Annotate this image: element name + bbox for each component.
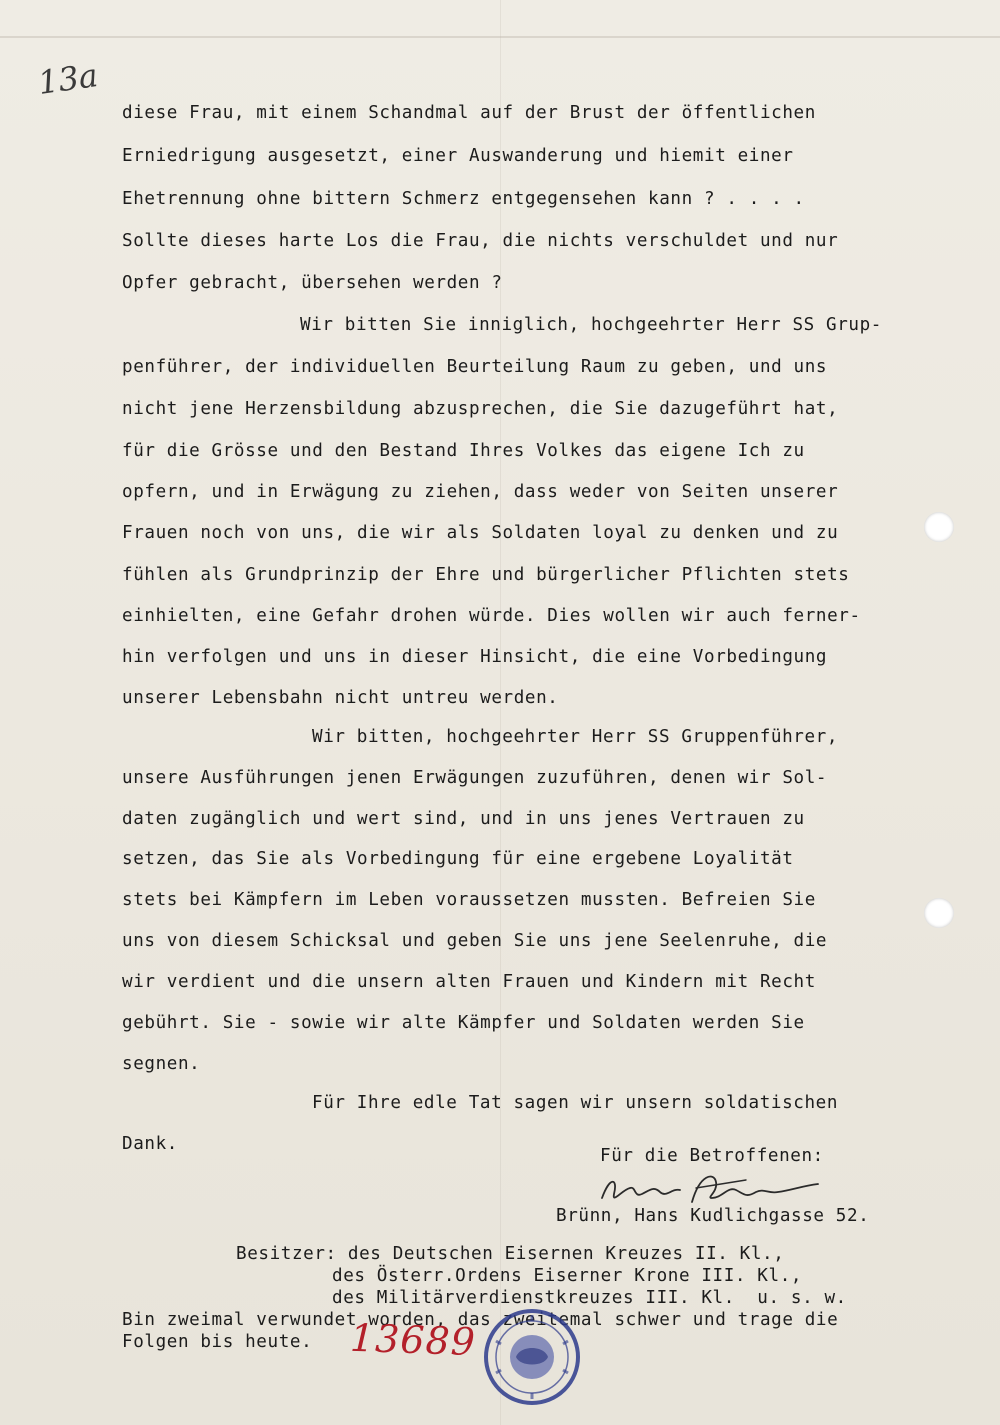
text-line: Dank. [122,1134,178,1154]
text-line: penführer, der individuellen Beurteilung Raum zu geben, und uns [122,357,828,377]
text-line: fühlen als Grundprinzip der Ehre und bürgerlicher Pflichten stets [122,565,850,585]
text-line: gebührt. Sie - sowie wir alte Kämpfer und Soldaten werden Sie [122,1013,805,1033]
decoration-line: des Österr.Ordens Eiserner Krone III. Kl., [332,1266,803,1286]
text-line: opfern, und in Erwägung zu ziehen, dass weder von Seiten unserer [122,482,839,502]
text-line: Ehetrennung ohne bittern Schmerz entgegensehen kann ? . . . . [122,189,805,209]
decoration-line: des Militärverdienstkreuzes III. Kl. u. s. w. [332,1288,847,1308]
text-line: Erniedrigung ausgesetzt, einer Auswanderung und hiemit einer [122,146,794,166]
text-line: unsere Ausführungen jenen Erwägungen zuzuführen, denen wir Sol- [122,768,828,788]
decoration-line: Besitzer: des Deutschen Eisernen Kreuzes II. Kl., [236,1244,785,1264]
text-line: Frauen noch von uns, die wir als Soldaten loyal zu denken und zu [122,523,839,543]
text-line: segnen. [122,1054,201,1074]
text-line: uns von diesem Schicksal und geben Sie uns jene Seelenruhe, die [122,931,828,951]
text-line: für die Grösse und den Bestand Ihres Volkes das eigene Ich zu [122,441,805,461]
text-line: unserer Lebensbahn nicht untreu werden. [122,688,559,708]
archive-stamp-number: 13689 [349,1315,477,1365]
text-line: hin verfolgen und uns in dieser Hinsicht, die eine Vorbedingung [122,647,828,667]
text-line: stets bei Kämpfern im Leben voraussetzen mussten. Befreien Sie [122,890,816,910]
text-line: Sollte dieses harte Los die Frau, die nichts verschuldet und nur [122,231,839,251]
text-line: Für Ihre edle Tat sagen wir unsern soldatischen [312,1093,839,1113]
sender-address: Brünn, Hans Kudlichgasse 52. [556,1206,870,1226]
text-line: setzen, das Sie als Vorbedingung für eine ergebene Loyalität [122,849,794,869]
closing-line: Für die Betroffenen: [600,1146,824,1166]
text-line: nicht jene Herzensbildung abzusprechen, die Sie dazugeführt hat, [122,399,839,419]
punch-hole [924,898,954,928]
text-line: Wir bitten Sie inniglich, hochgeehrter Herr SS Grup- [300,315,883,335]
paper-vertical-fold [500,0,501,1425]
folio-mark: 13a [35,56,101,102]
text-line: daten zugänglich und wert sind, und in uns jenes Vertrauen zu [122,809,805,829]
text-line: wir verdient und die unsern alten Frauen und Kindern mit Recht [122,972,816,992]
punch-hole [924,512,954,542]
text-line: Wir bitten, hochgeehrter Herr SS Gruppenführer, [312,727,839,747]
handwritten-signature [596,1168,826,1214]
text-line: Opfer gebracht, übersehen werden ? [122,273,503,293]
text-line: Bin zweimal verwundet worden, das zweitemal schwer und trage die [122,1310,839,1330]
archive-seal-stamp [480,1305,584,1409]
text-line: Folgen bis heute. [122,1332,313,1352]
text-line: diese Frau, mit einem Schandmal auf der Brust der öffentlichen [122,103,816,123]
text-line: einhielten, eine Gefahr drohen würde. Dies wollen wir auch ferner- [122,606,861,626]
